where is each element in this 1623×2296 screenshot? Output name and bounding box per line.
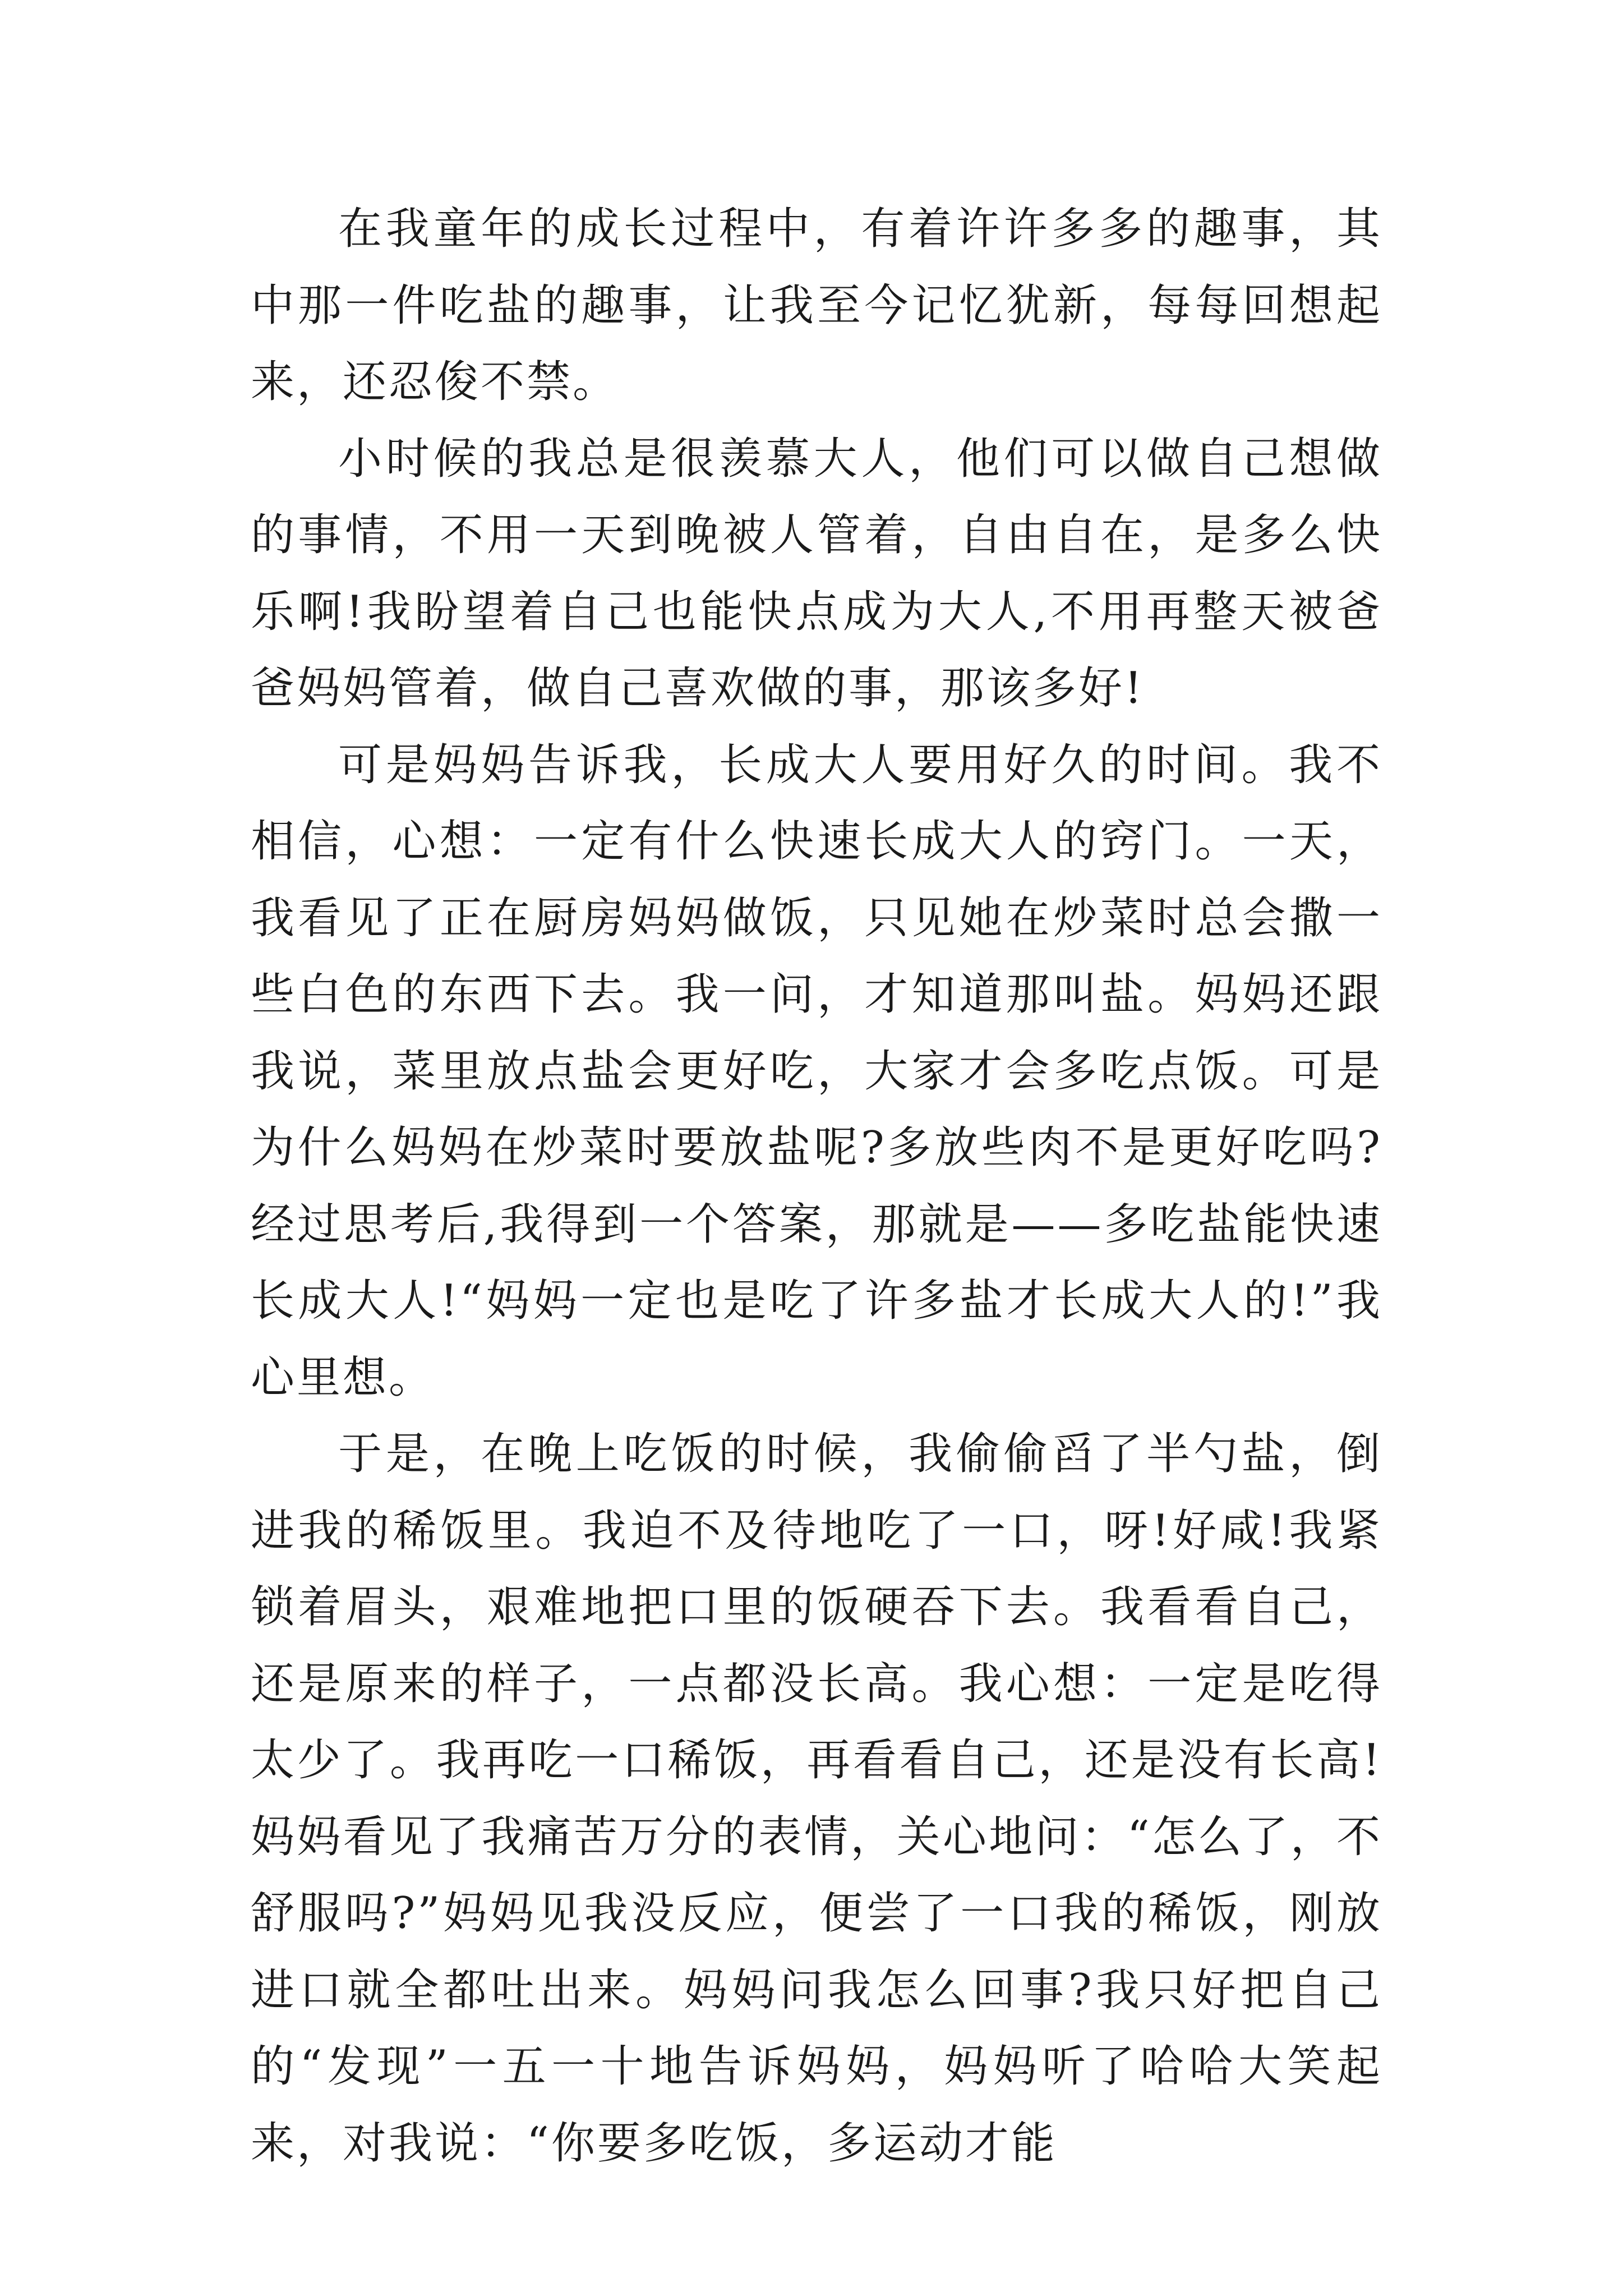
paragraph-4: 于是，在晚上吃饭的时候，我偷偷舀了半勺盐，倒进我的稀饭里。我迫不及待地吃了一口，呀!好咸!我紧锁着眉头，艰难地把口里的饭硬吞下去。我看看自己，还是原来的样子，一点都没长高。我心想：一定是吃得太少了。我再吃一口稀饭，再看看自己，还是没有长高!妈妈看见了我痛苦万分的表情，关心地问：“怎么了，不舒服吗?”妈妈见我没反应，便尝了一口我的稀饭，刚放进口就全都吐出来。妈妈问我怎么回事?我只好把自己的“发现”一五一十地告诉妈妈，妈妈听了哈哈大笑起来，对我说：“你要多吃饭，多运动才能 [251, 1429, 1382, 2169]
paragraph-1: 在我童年的成长过程中，有着许许多多的趣事，其中那一件吃盐的趣事，让我至今记忆犹新，每每回想起来，还忍俊不禁。 [251, 204, 1382, 407]
paragraph-2: 小时候的我总是很羡慕大人，他们可以做自己想做的事情，不用一天到晚被人管着，自由自在，是多么快乐啊!我盼望着自己也能快点成为大人,不用再整天被爸爸妈妈管着，做自己喜欢做的事，那该多好! [251, 433, 1382, 714]
paragraph-3: 可是妈妈告诉我，长成大人要用好久的时间。我不相信，心想：一定有什么快速长成大人的窍门。一天，我看见了正在厨房妈妈做饭，只见她在炒菜时总会撒一些白色的东西下去。我一问，才知道那叫盐。妈妈还跟我说，菜里放点盐会更好吃，大家才会多吃点饭。可是为什么妈妈在炒菜时要放盐呢?多放些肉不是更好吃吗?经过思考后,我得到一个答案，那就是——多吃盐能快速长成大人!“妈妈一定也是吃了许多盐才长成大人的!”我心里想。 [251, 739, 1382, 1403]
text-column [251, 191, 1382, 2182]
